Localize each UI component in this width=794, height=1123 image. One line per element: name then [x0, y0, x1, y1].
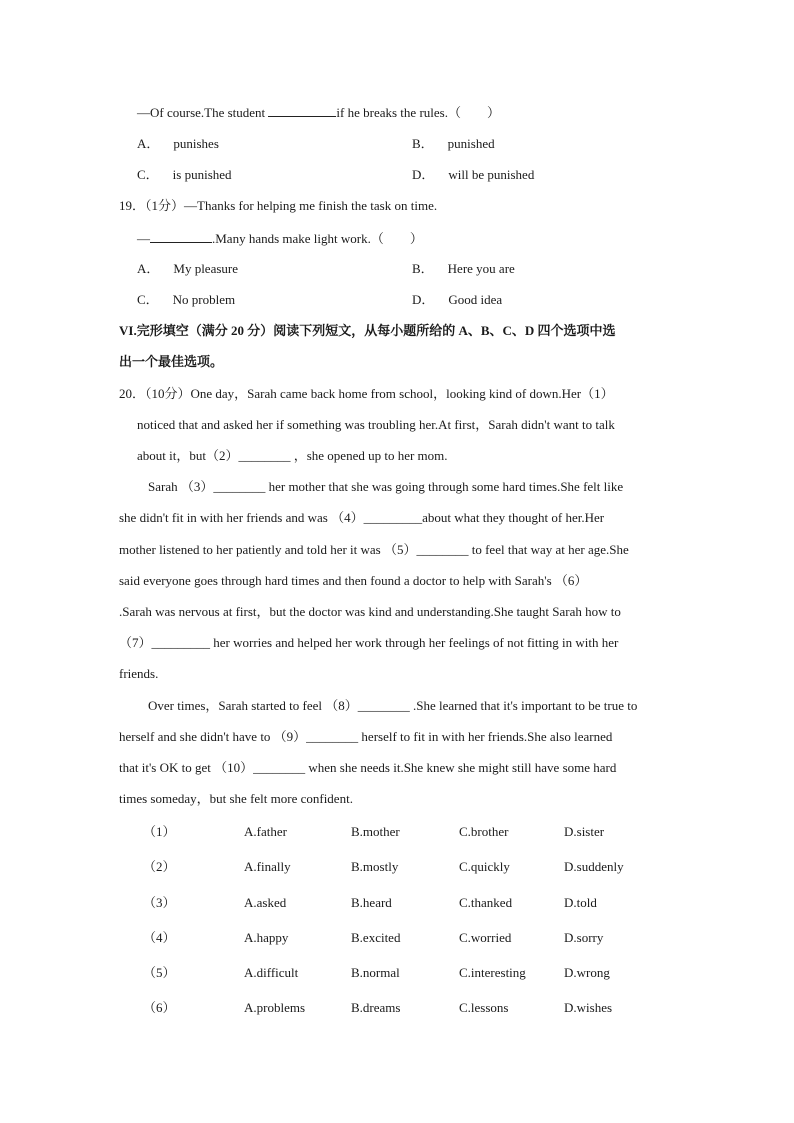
passage-line-4: Sarah （3）________ her mother that she was going through some hard times.She felt like [148, 479, 624, 494]
q18-option-b[interactable]: B． punished [412, 136, 495, 151]
q18-option-a[interactable]: A． punishes [137, 136, 219, 151]
choice-b[interactable]: B.mother [351, 824, 400, 839]
choice-a[interactable]: A.happy [244, 930, 289, 945]
choice-c[interactable]: C.brother [459, 824, 509, 839]
choice-b[interactable]: B.mostly [351, 859, 399, 874]
passage-line-5: she didn't fit in with her friends and was （4）_________about what they thought of her.Her [119, 510, 605, 525]
choice-c[interactable]: C.quickly [459, 859, 510, 874]
choice-b[interactable]: B.normal [351, 965, 400, 980]
q19-stem: 19．（1分）—Thanks for helping me finish the task on time. [119, 198, 438, 213]
passage-line-7: said everyone goes through hard times and then found a doctor to help with Sarah's （6） [119, 573, 588, 588]
choice-a[interactable]: A.asked [244, 895, 287, 910]
choice-d[interactable]: D.wrong [564, 965, 610, 980]
choice-c[interactable]: C.thanked [459, 895, 513, 910]
passage-line-6: mother listened to her patiently and told her it was （5）________ to feel that way at her age.She [119, 542, 629, 557]
choice-a[interactable]: A.difficult [244, 965, 299, 980]
choice-d[interactable]: D.sister [564, 824, 605, 839]
choice-b[interactable]: B.excited [351, 930, 401, 945]
q18-answer-line: —Of course.The student if he breaks the rules.（ ） [137, 105, 500, 120]
passage-line-13: that it's OK to get （10）________ when she needs it.She knew she might still have some hard [119, 760, 617, 775]
q19-option-a[interactable]: A． My pleasure [137, 261, 239, 276]
q19-blank[interactable] [150, 230, 212, 243]
choice-number: （1） [143, 824, 176, 839]
q19-option-d[interactable]: D． Good idea [412, 292, 503, 307]
choice-d[interactable]: D.sorry [564, 930, 604, 945]
q19-answer-line: — .Many hands make light work.（ ） [137, 231, 423, 246]
passage-line-1: 20．（10分）One day，Sarah came back home from school，looking kind of down.Her（1） [119, 386, 614, 401]
passage-line-10: friends. [119, 666, 159, 681]
choice-number: （4） [143, 930, 176, 945]
passage-line-2: noticed that and asked her if something was troubling her.At first，Sarah didn't want to talk [137, 417, 615, 432]
choice-a[interactable]: A.finally [244, 859, 291, 874]
choice-b[interactable]: B.dreams [351, 1000, 401, 1015]
choice-c[interactable]: C.lessons [459, 1000, 509, 1015]
choice-number: （6） [143, 1000, 176, 1015]
q19-option-b[interactable]: B． Here you are [412, 261, 515, 276]
choice-number: （3） [143, 895, 176, 910]
choice-number: （2） [143, 859, 176, 874]
section-heading-line2: 出一个最佳选项。 [119, 354, 224, 369]
choice-d[interactable]: D.wishes [564, 1000, 613, 1015]
choice-b[interactable]: B.heard [351, 895, 392, 910]
passage-line-12: herself and she didn't have to （9）________ herself to fit in with her friends.She also learned [119, 729, 613, 744]
choice-d[interactable]: D.told [564, 895, 597, 910]
choice-number: （5） [143, 965, 176, 980]
passage-line-11: Over times，Sarah started to feel （8）________ .She learned that it's important to be true to [148, 698, 638, 713]
choice-c[interactable]: C.interesting [459, 965, 526, 980]
passage-line-3: about it，but（2）________ ，she opened up to her mom. [137, 448, 448, 463]
choice-a[interactable]: A.father [244, 824, 287, 839]
q18-option-c[interactable]: C． is punished [137, 167, 232, 182]
passage-line-9: （7）_________ her worries and helped her work through her feelings of not fitting in with her [119, 635, 619, 650]
q18-option-d[interactable]: D． will be punished [412, 167, 535, 182]
choice-a[interactable]: A.problems [244, 1000, 306, 1015]
passage-line-14: times someday，but she felt more confident. [119, 791, 353, 806]
section-heading-line1: VI.完形填空（满分 20 分）阅读下列短文，从每小题所给的 A、B、C、D 四个选项中选 [119, 323, 616, 338]
passage-line-8: .Sarah was nervous at first，but the doctor was kind and understanding.She taught Sarah how to [119, 604, 621, 619]
q19-option-c[interactable]: C． No problem [137, 292, 236, 307]
q18-blank[interactable] [268, 104, 336, 117]
choice-d[interactable]: D.suddenly [564, 859, 624, 874]
choice-c[interactable]: C.worried [459, 930, 512, 945]
